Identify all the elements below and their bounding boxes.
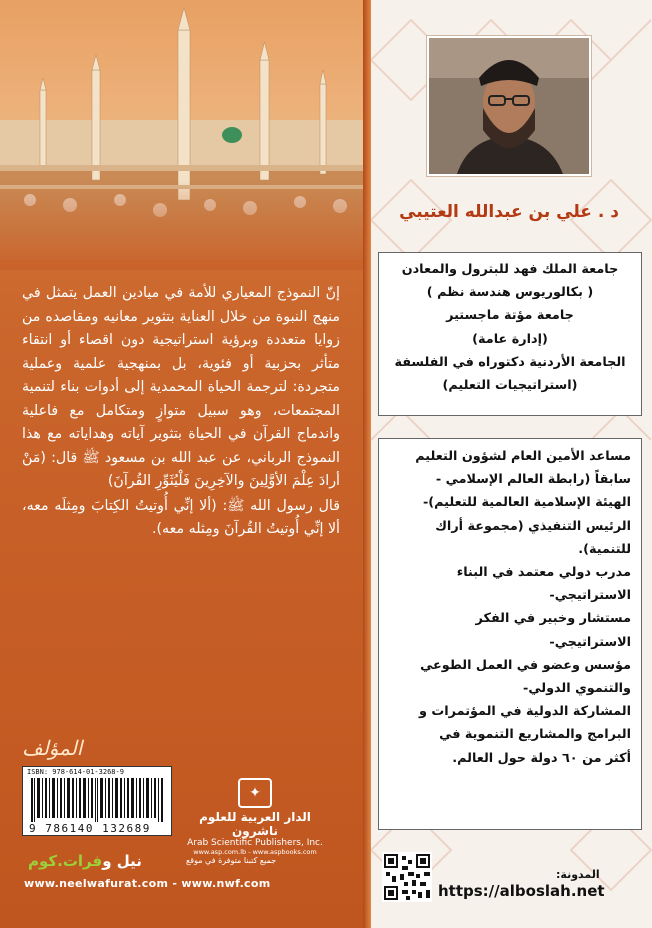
blog-link[interactable]: https://alboslah.net (438, 882, 605, 900)
book-spine (363, 0, 371, 928)
education-line: ( بكالوريوس هندسة نظم ) (426, 285, 594, 301)
store-logo (28, 852, 142, 870)
position-line: الاستراتيجي- (549, 634, 631, 650)
positions-box (378, 438, 642, 830)
publisher-logo-icon: ✦ (238, 778, 272, 808)
education-line: (إدارة عامة) (472, 331, 548, 347)
barcode-number: 9 786140 132689 (29, 822, 151, 835)
store-websites: www.neelwafurat.com - www.nwf.com (24, 877, 271, 890)
position-line: المشاركة الدولية في المؤتمرات و (419, 704, 631, 720)
education-box (378, 252, 642, 416)
position-line: الاستراتيجي- (549, 588, 631, 604)
isbn-barcode (22, 766, 172, 836)
author-name: د . علي بن عبدالله العتيبي (399, 202, 619, 222)
education-line: جامعة الملك فهد للبترول والمعادن (401, 262, 619, 277)
position-line: الرئيس التنفيذي (مجموعة أراك (435, 518, 631, 534)
photo-fade (0, 180, 363, 270)
position-line: الهيئة الإسلامية العالمية للتعليم)- (422, 495, 631, 511)
author-portrait (427, 36, 591, 176)
book-description (22, 282, 340, 543)
publisher-name-en: Arab Scientific Publishers, Inc. (187, 838, 323, 848)
position-line: مدرب دولي معتمد في البناء (456, 565, 631, 581)
barcode-bars (31, 778, 163, 822)
store-logo-part-1: نيل و (102, 852, 142, 870)
store-logo-part-2: فرات.كوم (28, 852, 103, 870)
qr-code-icon[interactable] (382, 852, 432, 902)
position-line: مساعد الأمين العام لشؤون التعليم (415, 449, 631, 464)
education-line: الجامعة الأردنية دكتوراه في الفلسفة (394, 354, 626, 370)
position-line: للتنمية). (578, 541, 631, 557)
store-note: جميع كتبنا متوفرة في موقع (186, 856, 277, 865)
publisher-websites: www.asp.com.lb - www.aspbooks.com (193, 848, 317, 856)
description-paragraph-2: قال رسول الله ﷺ: (ألا إنِّي أُوتيتُ الكِتابَ ومِثلَه معه، ألا إنِّي أُوتيتُ القُرآنَ ومِثله معه). (22, 497, 340, 537)
publisher-block (180, 778, 330, 856)
publisher-name-ar: الدار العربية للعلوم ناشرون (199, 810, 311, 838)
isbn-label: ISBN: 978-614-01-3268-9 (27, 768, 124, 776)
description-paragraph-1: إنّ النموذج المعياري للأمة في ميادين العمل يتمثل في منهج النبوة من خلال العناية بتثوير معانيه ومقاصده من زوايا متعددة وبرؤية استراتيجية دون اقصاء أو انتقاء متأثر بحزبية أو فئوية، بل بمنهجية علمية وعملية متجردة: لترجمة الحياة المحمدية إلى أدوات بناء لتنمية المجتمعات، وهو سبيل متوازٍ ومتكامل مع فاعلية واندماج القرآن في الحياة بتثوير آياته وهداياته مع هذا النموذج الرباني، عن عبد الله بن مسعود ﷺ قال: (مَنْ أرادَ عِلْمَ الأوَّلِينَ والآخِرِينَ فَلْيُثَوِّرِ القُرآنَ) (22, 285, 340, 489)
education-line: جامعة مؤتة ماجستير (446, 308, 574, 324)
position-line: أكثر من ٦٠ دولة حول العالم. (452, 750, 631, 766)
position-line: مستشار وخبير في الفكر (475, 611, 631, 627)
blog-label: المدونة: (556, 868, 600, 881)
education-line: (استراتيجيات التعليم) (442, 378, 578, 394)
position-line: سابقاً (رابطة العالم الإسلامي - (435, 472, 631, 488)
position-line: مؤسس وعضو في العمل الطوعي (420, 657, 631, 673)
author-signature: المؤلف (22, 736, 83, 760)
position-line: البرامج والمشاريع التنموية في (439, 727, 631, 743)
position-line: والتنموي الدولي- (523, 681, 631, 697)
